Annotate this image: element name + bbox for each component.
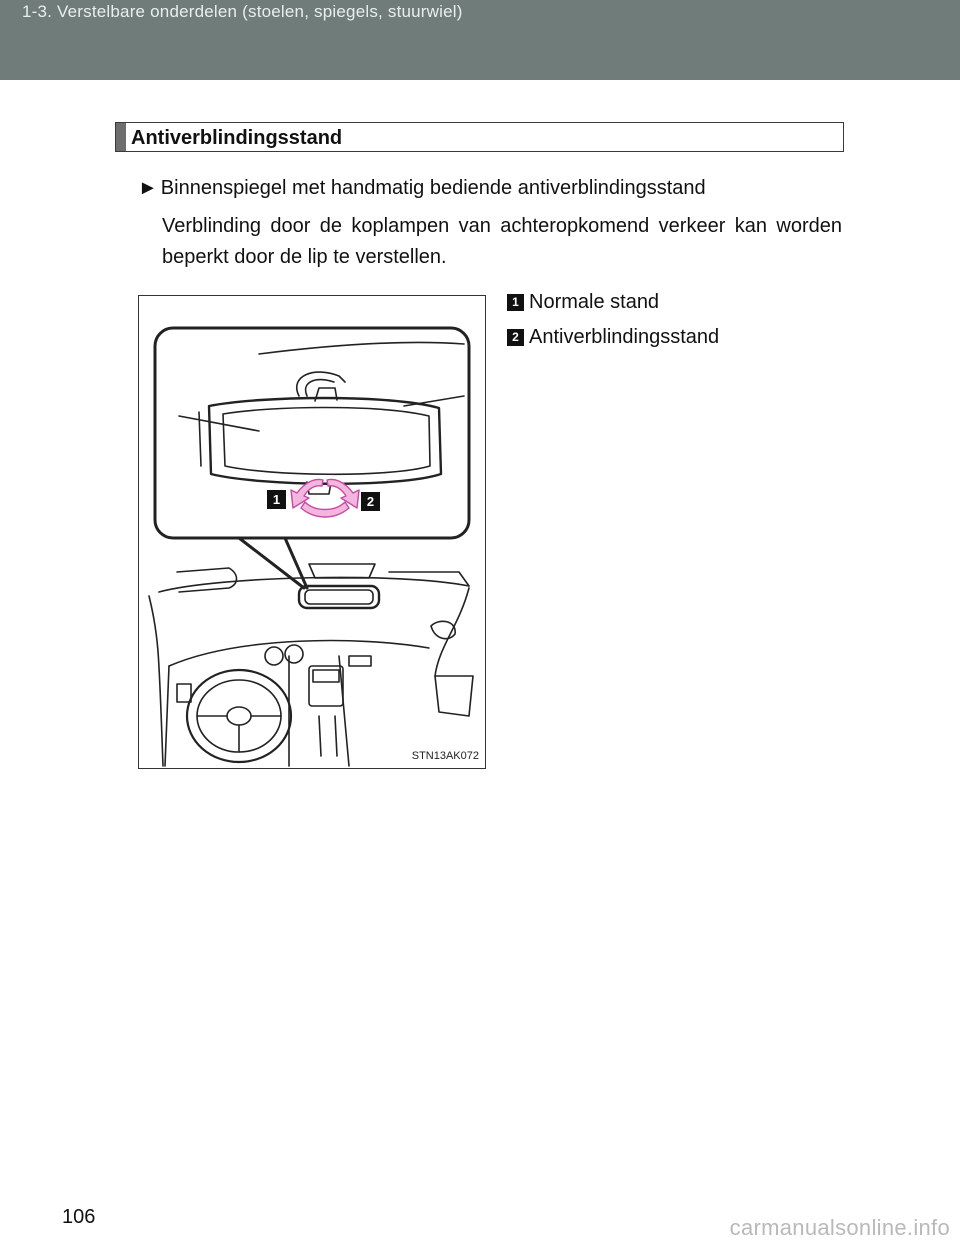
description-paragraph: Verblinding door de koplampen van achteropkomend verkeer kan worden beperkt door de lip te verstellen. <box>162 215 842 268</box>
legend-1-badge: 1 <box>507 294 524 311</box>
section-heading <box>115 122 844 152</box>
section-heading-text: Antiverblindingsstand <box>131 127 343 149</box>
bullet-item <box>138 177 706 200</box>
callout-2-label: 2 <box>366 494 375 509</box>
bullet-text: Binnenspiegel met handmatig bediende antiverblindingsstand <box>160 177 706 199</box>
watermark: carmanualsonline.info <box>729 1215 950 1240</box>
header-band <box>0 0 960 80</box>
heading-bar <box>116 123 126 151</box>
callout-1-label: 1 <box>272 492 281 507</box>
legend-2-label: Antiverblindingsstand <box>529 326 720 348</box>
legend-1-label: Normale stand <box>529 291 660 313</box>
page-number: 106 <box>62 1206 96 1228</box>
mirror-illustration <box>138 295 486 769</box>
figure-code: STN13AK072 <box>411 750 479 762</box>
chapter-title: 1-3. Verstelbare onderdelen (stoelen, spiegels, stuurwiel) <box>22 2 463 21</box>
legend-item-2 <box>507 326 719 349</box>
legend-2-badge: 2 <box>507 329 524 346</box>
triangle-bullet-icon: ► <box>138 177 158 199</box>
mirror-drawing <box>139 296 486 769</box>
legend-item-1 <box>507 291 659 314</box>
